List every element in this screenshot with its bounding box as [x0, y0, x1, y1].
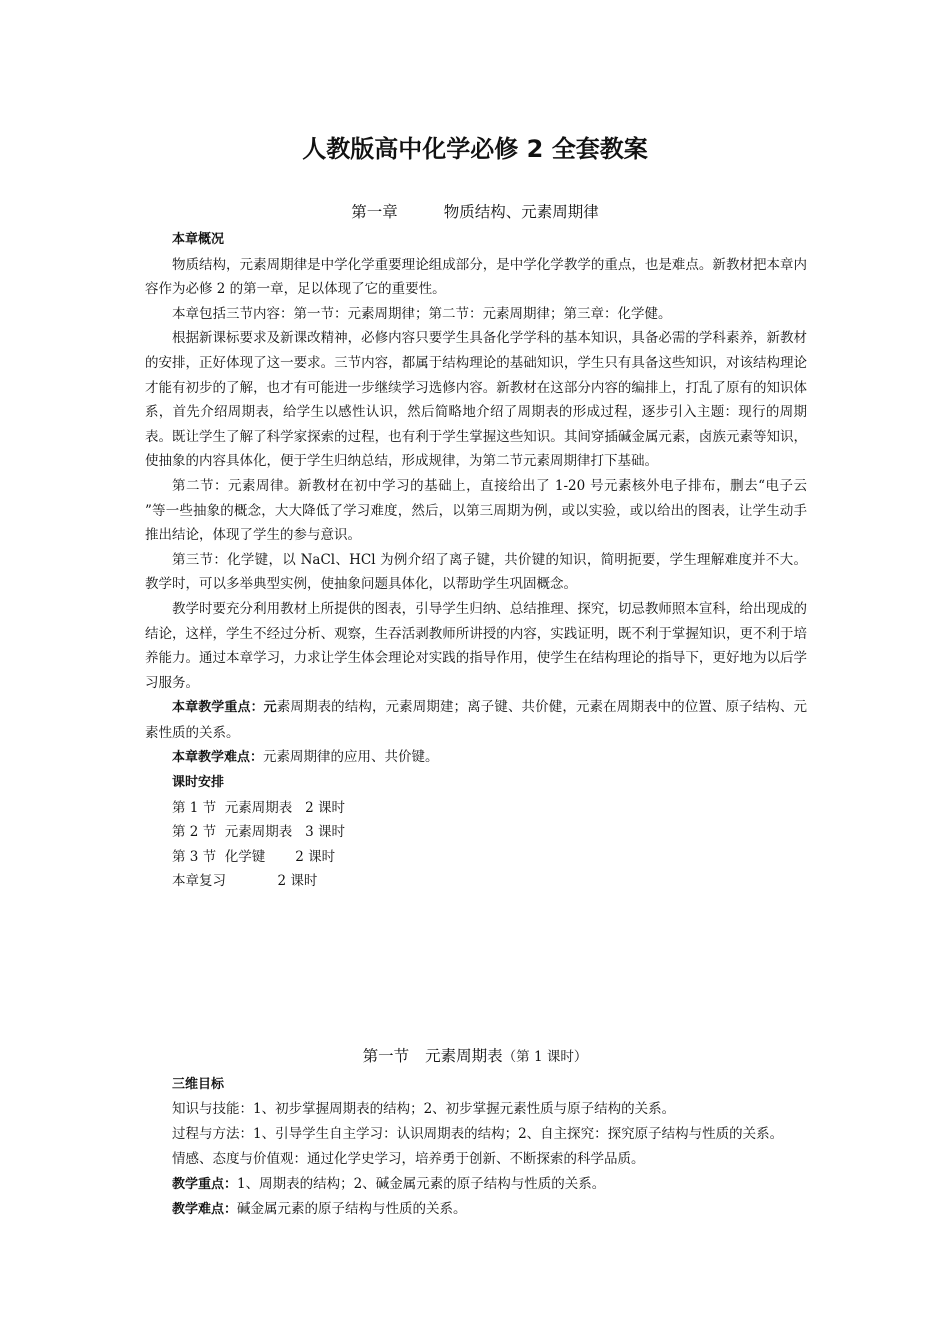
focus-text: 1、周期表的结构；2、碱金属元素的原子结构与性质的关系。	[237, 1176, 606, 1192]
difficulties-text: 元素周期律的应用、共价键。	[263, 749, 439, 766]
focus-label: 教学重点：	[172, 1177, 238, 1192]
overview-paragraph: 第二节：元素周律。新教材在初中学习的基础上，直接给出了 1-20 号元素核外电子排布，删去“电子云 ”等一些抽象的概念，大大降低了学习难度，然后，以第三周期为例，或以实验，或以给出的图表，让学生动手推出结论，体现了学生的参与意识。	[145, 477, 807, 544]
chapter-number: 第一章	[351, 203, 398, 221]
challenge-text: 碱金属元素的原子结构与性质的关系。	[237, 1201, 467, 1217]
teaching-focus	[145, 1172, 825, 1197]
document-title: 人教版高中化学必修 2 全套教案	[302, 135, 648, 163]
key-points-label: 本章教学重点：元	[172, 700, 277, 716]
challenge-label: 教学难点：	[172, 1202, 238, 1217]
chapter-heading	[0, 202, 950, 222]
overview-label: 本章概况	[172, 232, 225, 247]
overview-paragraph: 本章包括三节内容：第一节：元素周期律；第二节：元素周期律；第三章：化学健。	[172, 305, 672, 322]
section-sub: （第 1 课时）	[502, 1049, 588, 1065]
section-number: 第一节	[362, 1047, 410, 1065]
difficulties-label: 本章教学难点：	[172, 750, 264, 766]
key-points	[145, 695, 807, 745]
chapter-name: 物质结构、元素周期律	[443, 203, 599, 221]
goal-item: 过程与方法：1、引导学生自主学习：认识周期表的结构；2、自主探究：探究原子结构与性质的关系。	[172, 1126, 784, 1142]
schedule-item: 本章复习 2 课时	[172, 873, 318, 890]
goal-item: 情感、态度与价值观：通过化学史学习，培养勇于创新、不断探索的科学品质。	[172, 1151, 645, 1167]
goals-label: 三维目标	[172, 1077, 225, 1092]
overview-paragraph: 根据新课标要求及新课改精神，必修内容只要学生具备化学学科的基本知识，具备必需的学科素养，新教材的安排，正好体现了这一要求。三节内容，都属于结构理论的基础知识，学生只有具备这些知识，对该结构理论才能有初步的了解，也才有可能进一步继续学习选修内容。新教材在这部分内容的编排上，打乱了原有的知识体系，首先介绍周期表，给学生以感性认识，然后简略地介绍了周期表的形成过程，逐步引入主题：现行的周期表。既让学生了解了科学家探索的过程，也有利于学生掌握这些知识。其间穿插碱金属元素，卤族元素等知识，使抽象的内容具体化，便于学生归纳总结，形成规律，为第二节元素周期律打下基础。	[145, 330, 807, 470]
teaching-challenge	[145, 1197, 825, 1222]
overview-paragraph: 物质结构，元素周期律是中学化学重要理论组成部分，是中学化学教学的重点，也是难点。新教材把本章内容作为必修 2 的第一章，足以体现了它的重要性。	[145, 256, 807, 298]
schedule-label: 课时安排	[172, 775, 225, 791]
goal-item: 知识与技能：1、初步掌握周期表的结构；2、初步掌握元素性质与原子结构的关系。	[172, 1101, 676, 1117]
section-heading	[0, 1046, 950, 1067]
overview-paragraph: 第三节：化学键，以 NaCl、HCl 为例介绍了离子键，共价键的知识，简明扼要，学生理解难度并不大。教学时，可以多举典型实例，使抽象问题具体化，以帮助学生巩固概念。	[145, 551, 807, 593]
overview-paragraph: 教学时要充分利用教材上所提供的图表，引导学生归纳、总结推理、探究，切忌教师照本宣科，给出现成的结论，这样，学生不经过分析、观察，生吞活剥教师所讲授的内容，实践证明，既不利于掌握知识，更不利于培养能力。通过本章学习，力求让学生体会理论对实践的指导作用，使学生在结构理论的指导下，更好地为以后学习服务。	[145, 600, 807, 691]
lesson-goals	[145, 1072, 825, 1222]
schedule-item: 第 3 节 化学键 2 课时	[172, 848, 336, 865]
key-points-text: 素周期表的结构，元素周期建；离子键、共价健，元素在周期表中的位置、原子结构、元素性质的关系。	[145, 699, 807, 741]
chapter-overview	[145, 228, 807, 894]
schedule-item: 第 1 节 元素周期表 2 课时	[172, 799, 346, 816]
schedule-item: 第 2 节 元素周期表 3 课时	[172, 824, 346, 841]
section-name: 元素周期表	[425, 1047, 503, 1065]
difficulties	[145, 745, 807, 771]
